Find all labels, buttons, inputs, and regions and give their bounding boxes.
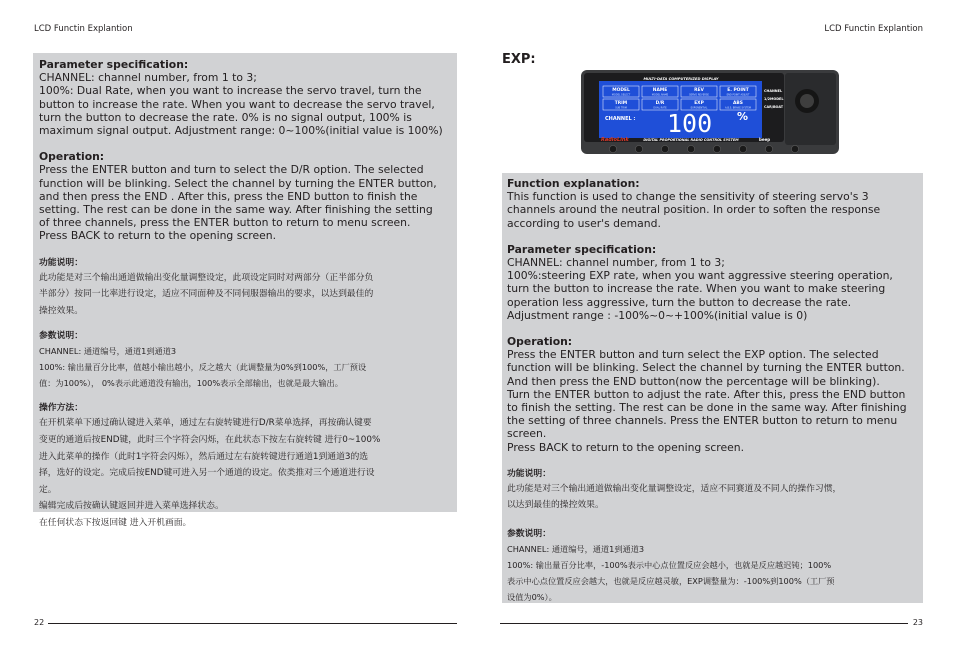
device-button bbox=[791, 145, 798, 152]
device-button bbox=[609, 145, 616, 152]
lcd-percent: % bbox=[737, 110, 749, 123]
header-right-title: LCD Functin Explantion bbox=[824, 24, 923, 34]
lcd-brand-line: MULTI-DATA COMPUTERIZED DISPLAY bbox=[643, 77, 719, 81]
left-param-text: CHANNEL: channel number, from 1 to 3; 100%: Dual Rate, when you want to increase the servo travel, turn the button to increase the rate. When you want to decrease the servo travel, turn the button to decrease the rate. 0% is no signal output, 100% is maximum signal output. Adjustment range: 0~100%(initial value is 100%) bbox=[39, 71, 443, 138]
right-cn-function-heading: 功能说明： bbox=[507, 468, 551, 479]
lcd-menu-label: REV bbox=[694, 88, 704, 93]
lcd-side-label: 1/2MODEL bbox=[764, 97, 784, 101]
lcd-menu-label: ABS bbox=[733, 101, 743, 106]
right-param-text: CHANNEL: channel number, from 1 to 3; 100%:steering EXP rate, when you want aggressive steering operation, turn the button to increase the rate. When you want to make steering operation less aggressive, turn the button to decrease the rate. Adjustment range : -100%~0~+100%(initial value is 0) bbox=[507, 256, 893, 322]
header-left-title: LCD Functin Explantion bbox=[34, 24, 133, 34]
footer-rule-right bbox=[500, 623, 908, 624]
lcd-menu-sublabel: A.B.S. BRAKE SYSTEM bbox=[725, 106, 751, 110]
lcd-menu-label: TRIM bbox=[614, 101, 628, 106]
left-cn-operation-heading: 操作方法： bbox=[39, 403, 83, 414]
lcd-menu-label: NAME bbox=[652, 88, 668, 93]
device-button bbox=[765, 145, 772, 152]
device-button bbox=[687, 145, 694, 152]
exp-title: EXP: bbox=[502, 52, 536, 67]
lcd-menu-sublabel: MODEL NAME bbox=[651, 93, 669, 97]
left-cn-operation-text: 在开机菜单下通过确认键进入菜单，通过左右旋转键进行D/R菜单选择，再按确认键要 变更的通道后按END键，此时三个字符会闪烁，在此状态下按左右旋转键 进行0~100% 进入此菜单的操作（此时1字符会闪烁），然后通过左右旋转键进行通道1到通道3的选 择，选好的设定。完成后按END键可进入另一个通道的设定。依类推对三个通道进行设 定。 编辑完成后按确认键返回并进入菜单选择状态。 在任何状态下按返回键 进入开机画面。 bbox=[39, 418, 381, 528]
right-operation-text: Press the ENTER button and turn select the EXP option. The selected function will be blinking. Select the channel by turning the ENTER button. And then press the END button(now the percentage will be blinking). Turn the ENTER button to adjust the rate. After this, press the END button to finish the setting. The rest can be done in the same way. After finishing the setting of three channels. Press the ENTER button to return to menu screen. Press BACK to return to the opening screen. bbox=[507, 348, 907, 454]
left-cn-param-heading: 参数说明： bbox=[39, 331, 83, 342]
lcd-menu-sublabel: EXPONENTIAL bbox=[690, 106, 708, 110]
right-content-box bbox=[502, 173, 923, 603]
device-button bbox=[713, 145, 720, 152]
lcd-side-label: CAR/BOAT bbox=[764, 105, 784, 109]
right-cn-param-heading: 参数说明： bbox=[507, 529, 551, 540]
footer-rule-left bbox=[48, 623, 457, 624]
right-cn-param-text: CHANNEL: 通道编号，通道1到通道3 100%: 输出量百分比率，-100%表示中心点位置反应会越小，也就是反应越迟钝；100% 表示中心点位置反应会越大，也就是反应越灵敏，EXP调整量为：-100%到100%（工厂预 设值为0%）。 bbox=[507, 544, 835, 603]
device-button bbox=[661, 145, 668, 152]
lcd-channel-label: CHANNEL : bbox=[605, 116, 636, 122]
device-button bbox=[739, 145, 746, 152]
lcd-big-value: 100 bbox=[667, 109, 713, 138]
left-operation-text: Press the ENTER button and turn to select the D/R option. The selected function will be blinking. Select the channel by turning the ENTER button, and then press the END . After this, press the END button to finish the setting. The rest can be done in the same way. After finishing the setting of three channels, press the ENTER button to return to menu screen. Press BACK to return to the opening screen. bbox=[39, 163, 437, 243]
lcd-side-labels bbox=[764, 89, 784, 109]
lcd-menu-sublabel: DUAL RATE bbox=[653, 106, 667, 110]
left-cn-function-heading: 功能说明： bbox=[39, 257, 83, 268]
lcd-menu-label: E. POINT bbox=[727, 88, 749, 93]
page-number-left: 22 bbox=[34, 618, 45, 627]
right-cn-function-text: 此功能是对三个输出通道做输出变化量调整设定，适应不同赛道及不同人的操作习惯， 以达到最佳的操控效果。 bbox=[507, 483, 842, 511]
left-cn-param-text: CHANNEL: 通道编号，通道1到通道3 100%: 输出量百分比率，值越小输出越小，反之越大（此调整量为0%到100%，工厂预设 值：为100%）， 0%表示此通道没有输出，100%表示全部输出，也就是最大输出。 bbox=[39, 346, 367, 389]
lcd-menu-sublabel: SERVO REVERSE bbox=[689, 93, 709, 97]
lcd-menu-label: D/R bbox=[655, 101, 665, 106]
right-operation-heading: Operation: bbox=[507, 335, 573, 349]
lcd-side-label: CHANNEL bbox=[764, 89, 783, 93]
device-button bbox=[635, 145, 642, 152]
left-cn-function-text: 此功能是对三个输出通道做输出变化量调整设定，此项设定同时对两部分（正半部分负 半部分）按同一比率进行设定，适应不同面种及不同伺服器输出的要求，以达到最佳的 操控效果。 bbox=[39, 272, 374, 316]
lcd-bottom-line: DIGITAL PROPORTIONAL RADIO CONTROL SYSTEM bbox=[643, 138, 739, 142]
left-content-box bbox=[33, 53, 457, 528]
page-number-right: 23 bbox=[912, 618, 923, 627]
lcd-menu-sublabel: END POINT ADJUST bbox=[726, 93, 750, 97]
beep-tag: beep bbox=[759, 137, 771, 142]
lcd-menu-sublabel: SUB TRIM bbox=[615, 106, 627, 110]
right-function-text: This function is used to change the sensitivity of steering servo's 3 channels around the neutral position. In order to soften the response according to user's demand. bbox=[507, 190, 881, 230]
right-param-heading: Parameter specification: bbox=[507, 242, 657, 256]
left-param-heading: Parameter specification: bbox=[39, 58, 189, 71]
lcd-menu-label: EXP bbox=[694, 101, 704, 106]
lcd-menu-sublabel: MODEL SELECT bbox=[611, 93, 631, 97]
lcd-menu-label: MODEL bbox=[612, 88, 630, 93]
right-function-heading: Function explanation: bbox=[507, 177, 640, 190]
transmitter-lcd-image bbox=[581, 70, 839, 154]
left-operation-heading: Operation: bbox=[39, 150, 105, 164]
radiolink-logo: RadioLink bbox=[601, 137, 629, 143]
